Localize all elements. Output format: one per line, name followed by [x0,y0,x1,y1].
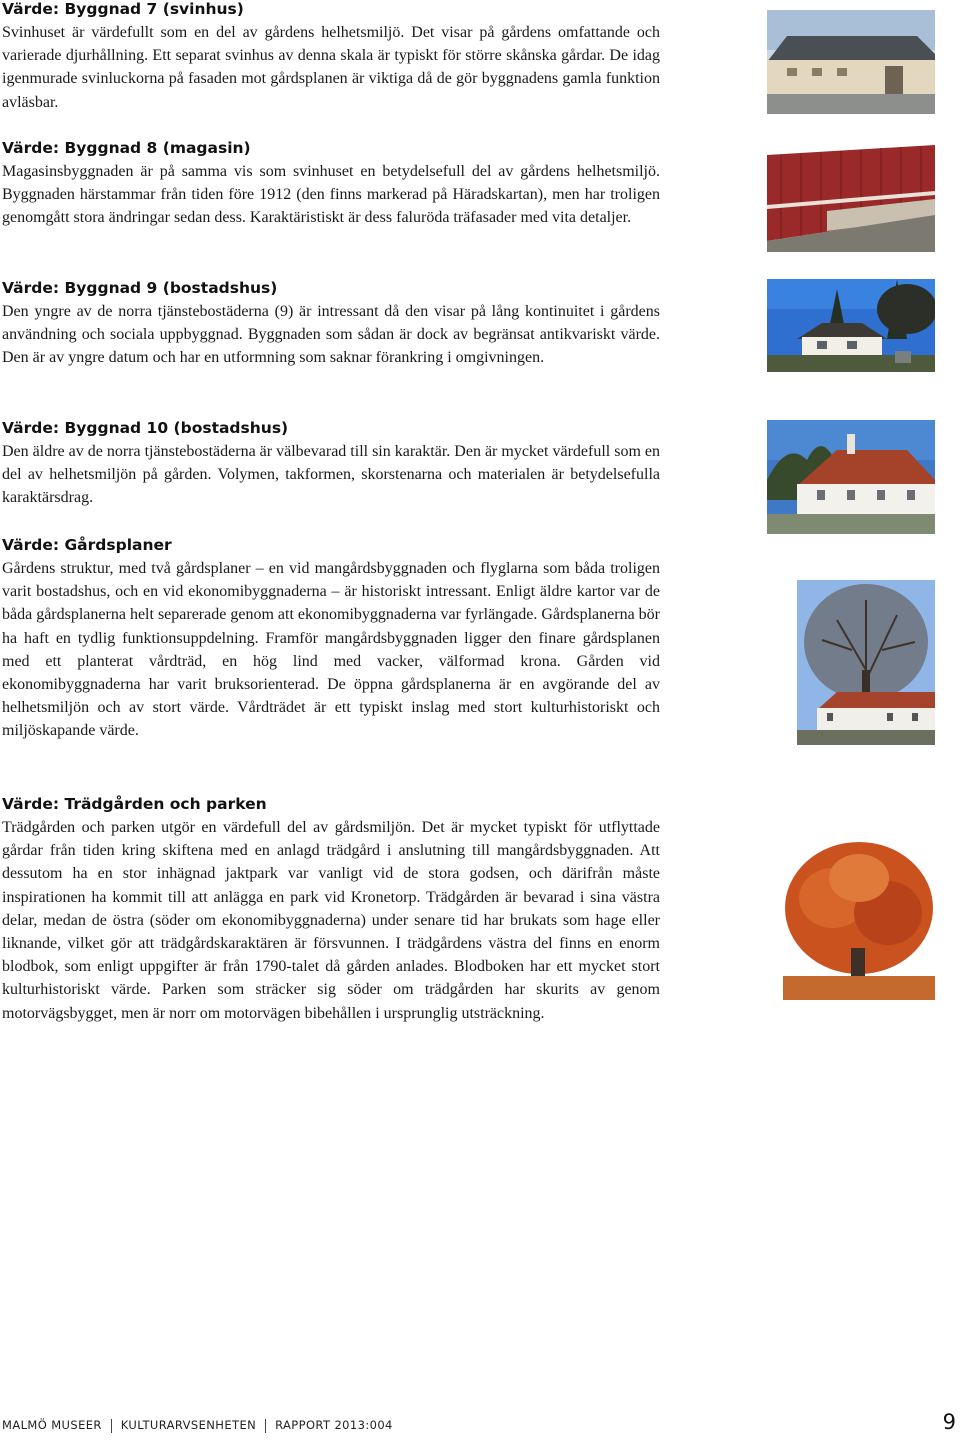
section-heading: Värde: Trädgården och parken [2,795,267,813]
footer [2,1418,393,1433]
section-text: Den äldre av de norra tjänstebostäderna är välbevarad till sin karaktär. Den är mycket värdefull som en del av helhetsmiljön på gården. Volymen, takformen, skorstenarna och materialen är betydelsefulla karaktärsdrag. [2,443,660,507]
footer-report: RAPPORT 2013:004 [275,1418,393,1432]
photo-blodbok [783,838,935,1000]
section-heading: Värde: Byggnad 9 (bostadshus) [2,279,278,297]
section-gardsplaner [2,533,660,743]
page-number: 9 [942,1410,956,1434]
footer-divider [111,1419,112,1433]
section-heading: Värde: Byggnad 10 (bostadshus) [2,419,289,437]
section-byggnad-8 [2,136,660,230]
photo-svinhus [767,10,935,114]
section-heading: Värde: Gårdsplaner [2,536,172,554]
photo-vardtrad [797,580,935,745]
section-byggnad-7 [2,0,660,114]
section-text: Svinhuset är värdefullt som en del av gårdens helhetsmiljö. Det visar på gårdens omfattande och varierade djurhållning. Ett separat svinhus av denna skala är typiskt för större skånska gårdar. De idag igenmurade svinluckorna på fasaden mot gårdsplanen är viktiga då de gör byggnadens gamla funktion avläsbar. [2,24,660,111]
section-text: Den yngre av de norra tjänstebostäderna (9) är intressant då den visar på lång kontinuitet i gårdens användning och sociala uppbyggnad. Byggnaden som sådan är dock av begränsat antikvariskt värde. Den är av yngre datum och har en utformning som saknar förankring i omgivningen. [2,303,660,367]
section-tradgarden [2,792,660,1025]
footer-department: KULTURARVSENHETEN [120,1418,257,1432]
footer-publisher: MALMÖ MUSEER [2,1418,102,1432]
photo-magasin [767,145,935,252]
section-text: Trädgården och parken utgör en värdefull del av gårdsmiljön. Det är mycket typiskt för utflyttade gårdar från tiden kring skiftena med en anlagd trädgård i anslutning till mangårdsbyggnaden. Att dessutom ha en stor inhägnad jaktpark var vanligt vid de stora godsen, och därifrån måste inspirationen ha kommit till att anlägga en park vid Kronetorp. Trädgården är bevarad i sina västra delar, medan de östra (söder om ekonomibyggnaderna) under senare tid har brukats som hage eller liknande, vilket gör att trädgårdskaraktären är försvunnen. I trädgårdens västra del finns en enorm blodbok, som enligt uppgifter är från 1790-talet då gården anlades. Blodboken har ett mycket stort kulturhistoriskt värde. Parken som sträcker sig söder om trädgården har skurits av genom motorvägsbygget, men är norr om motorvägen bibehållen i ursprunglig utsträckning. [2,819,660,1022]
section-heading: Värde: Byggnad 8 (magasin) [2,139,251,157]
section-byggnad-10 [2,416,660,510]
photo-bostadshus-10 [767,420,935,534]
section-text: Magasinsbyggnaden är på samma vis som svinhuset en betydelsefull del av gårdens helhetsmiljö. Byggnaden härstammar från tiden före 1912 (den finns markerad på Häradskartan), men har troligen genomgått stora ändringar sedan dess. Karaktäristiskt är dess faluröda träfasader med vita detaljer. [2,163,660,227]
footer-divider [265,1419,266,1433]
section-heading: Värde: Byggnad 7 (svinhus) [2,0,244,18]
section-text: Gårdens struktur, med två gårdsplaner – en vid mangårdsbyggnaden och flyglarna som båda troligen varit bostadshus, och en vid ekonomibyggnaderna – är historiskt intressant. Enligt äldre kartor var de båda gårdsplanerna helt separerade genom att ekonomibyggnaderna var fyrlängade. Gårdsplanerna bör ha haft en tydlig funktionsuppdelning. Framför mangårdsbyggnaden ligger den finare gårdsplanen med ett planterat vårdträd, en hög lind med vacker, välformad krona. Gården vid ekonomibyggnaderna har varit bruksorienterad. De öppna gårdsplanerna är en avgörande del av helhetsmiljön och av stort värde. Vårdträdet är ett typiskt inslag med stort kulturhistoriskt och miljöskapande värde. [2,560,660,740]
section-byggnad-9 [2,276,660,370]
photo-bostadshus-9 [767,279,935,372]
